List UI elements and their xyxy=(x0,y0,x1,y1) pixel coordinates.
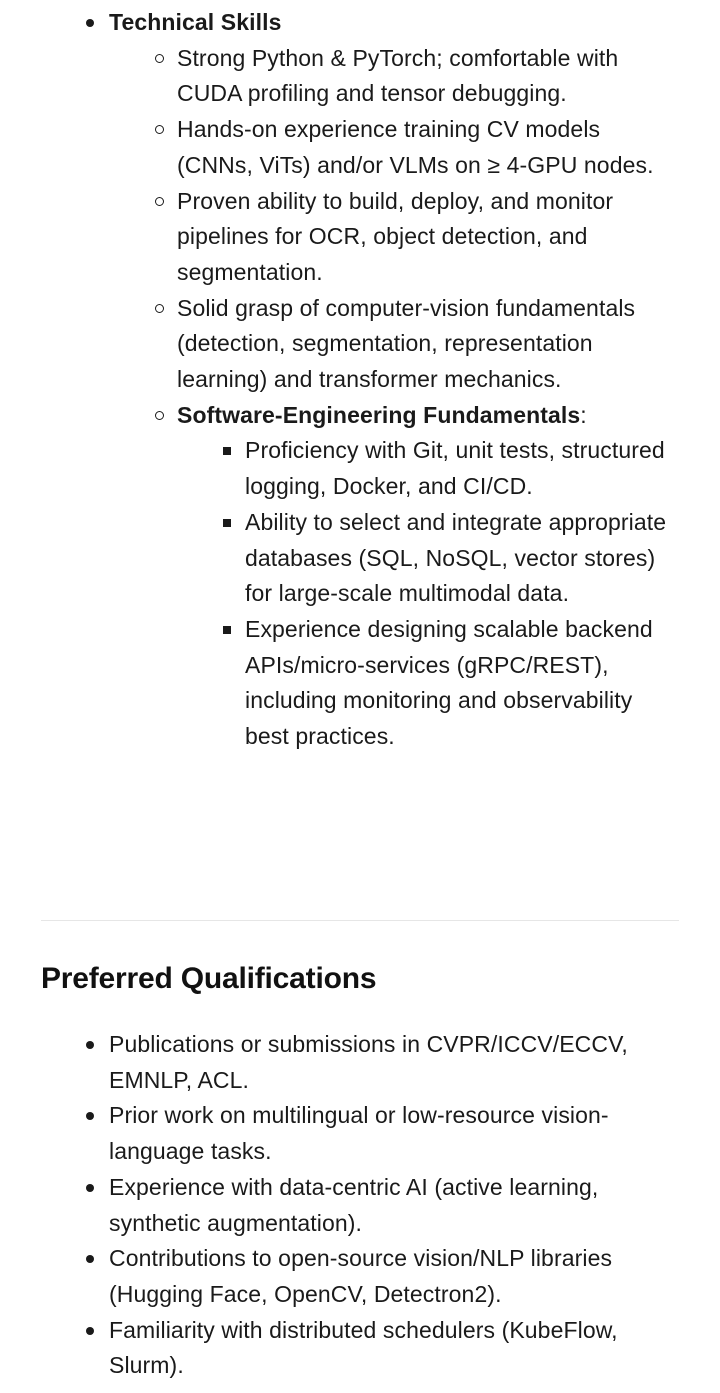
list-item-text: Solid grasp of computer-vision fundamentals (detection, segmentation, representation learning) and transformer mechanics. xyxy=(177,294,636,393)
technical-skills-list xyxy=(68,41,680,755)
list-item-text: Publications or submissions in CVPR/ICCV/ECCV, EMNLP, ACL. xyxy=(109,1031,628,1093)
list-item xyxy=(245,433,680,504)
preferred-qualifications-list xyxy=(0,1027,679,1384)
bullet-disc-icon xyxy=(86,19,94,27)
list-item xyxy=(177,112,680,183)
list-item-text: Proficiency with Git, unit tests, structured logging, Docker, and CI/CD. xyxy=(245,437,665,500)
list-item xyxy=(177,184,680,291)
list-item-text: Ability to select and integrate appropriate databases (SQL, NoSQL, vector stores) for large-scale multimodal data. xyxy=(245,508,667,607)
bullet-square-icon xyxy=(223,519,231,527)
list-item-software-engineering xyxy=(177,398,680,755)
list-item xyxy=(109,1313,679,1384)
bullet-circle-icon xyxy=(155,197,164,206)
bullet-circle-icon xyxy=(155,411,164,420)
list-item xyxy=(177,41,680,112)
bullet-circle-icon xyxy=(155,125,164,134)
bullet-circle-icon xyxy=(155,304,164,313)
requirements-section xyxy=(0,5,679,755)
list-item xyxy=(109,1241,679,1312)
list-item-text: Experience designing scalable backend APIs/micro-services (gRPC/REST), including monitoring and observability best practices. xyxy=(245,615,653,750)
requirements-list xyxy=(0,5,679,755)
list-item xyxy=(109,1098,679,1169)
bullet-circle-icon xyxy=(155,54,164,63)
technical-skills-heading: Technical Skills xyxy=(109,9,282,35)
list-item-text: Prior work on multilingual or low-resource vision-language tasks. xyxy=(109,1102,609,1165)
bullet-square-icon xyxy=(223,626,231,634)
software-engineering-heading: Software-Engineering Fundamentals xyxy=(177,401,581,428)
list-item xyxy=(245,505,680,612)
list-item xyxy=(109,1027,679,1098)
list-item xyxy=(245,612,680,755)
list-item-text: Familiarity with distributed schedulers (KubeFlow, Slurm). xyxy=(109,1316,618,1379)
bullet-disc-icon xyxy=(86,1112,94,1120)
bullet-disc-icon xyxy=(86,1041,94,1049)
bullet-disc-icon xyxy=(86,1184,94,1192)
list-item-text: Proven ability to build, deploy, and monitor pipelines for OCR, object detection, and segmentation. xyxy=(177,187,614,285)
list-item-text: Hands-on experience training CV models (CNNs, ViTs) and/or VLMs on ≥ 4-GPU nodes. xyxy=(177,116,654,178)
bullet-disc-icon xyxy=(86,1255,94,1263)
bullet-disc-icon xyxy=(86,1327,94,1335)
software-engineering-list xyxy=(136,433,680,754)
list-item-technical-skills xyxy=(109,5,679,755)
preferred-qualifications-heading: Preferred Qualifications xyxy=(41,962,377,995)
section-divider xyxy=(41,920,679,921)
list-item-text: Strong Python & PyTorch; comfortable with CUDA profiling and tensor debugging. xyxy=(177,44,619,107)
bullet-square-icon xyxy=(223,447,231,455)
heading-colon: : xyxy=(580,401,587,428)
list-item-text: Contributions to open-source vision/NLP libraries (Hugging Face, OpenCV, Detectron2). xyxy=(109,1245,613,1307)
list-item-text: Experience with data-centric AI (active learning, synthetic augmentation). xyxy=(109,1173,599,1236)
list-item xyxy=(109,1170,679,1241)
list-item xyxy=(177,291,680,398)
